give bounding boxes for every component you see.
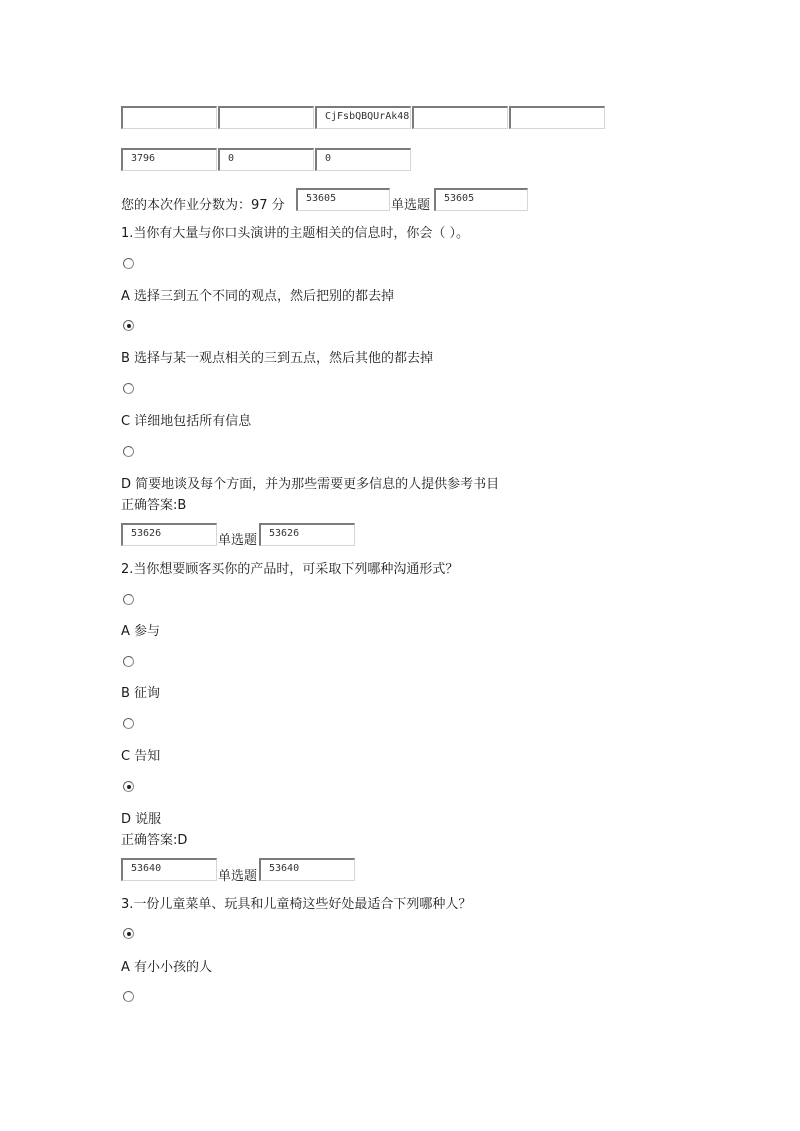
score-label: 您的本次作业分数为：97 分 [121, 198, 285, 213]
question-type-label: 单选题 [218, 533, 258, 548]
question-id-field[interactable]: 53626 [121, 523, 217, 546]
header2-field-3[interactable]: 0 [315, 148, 411, 171]
header2-field-2[interactable]: 0 [218, 148, 314, 171]
radio-option-b[interactable] [123, 656, 134, 667]
option-label: D 简要地谈及每个方面，并为那些需要更多信息的人提供参考书目 [121, 477, 500, 492]
option-label: D 说服 [121, 812, 162, 827]
option-label: A 选择三到五个不同的观点，然后把别的都去掉 [121, 289, 395, 304]
radio-option-a[interactable] [123, 928, 134, 939]
radio-option-a[interactable] [123, 258, 134, 269]
question-id-field[interactable]: 53640 [121, 858, 217, 881]
radio-option-b[interactable] [123, 991, 134, 1002]
option-label: C 告知 [121, 749, 161, 764]
option-label: C 详细地包括所有信息 [121, 414, 252, 429]
question-text: 2.当你想要顾客买你的产品时，可采取下列哪种沟通形式？ [121, 562, 459, 577]
option-label: B 征询 [121, 686, 161, 701]
radio-option-a[interactable] [123, 594, 134, 605]
header-field-1[interactable] [121, 106, 217, 129]
question-type-label: 单选题 [391, 198, 431, 213]
question-text: 1.当你有大量与你口头演讲的主题相关的信息时，你会（ ）。 [121, 226, 470, 241]
correct-answer: 正确答案:B [121, 498, 187, 513]
radio-option-c[interactable] [123, 383, 134, 394]
option-label: B 选择与某一观点相关的三到五点，然后其他的都去掉 [121, 351, 434, 366]
question-text: 3.一份儿童菜单、玩具和儿童椅这些好处最适合下列哪种人？ [121, 897, 472, 912]
question-id-field[interactable]: 53605 [296, 188, 390, 211]
radio-option-d[interactable] [123, 446, 134, 457]
question-id-field[interactable]: 53605 [434, 188, 528, 211]
question-type-label: 单选题 [218, 869, 258, 884]
option-label: A 参与 [121, 624, 161, 639]
radio-option-c[interactable] [123, 718, 134, 729]
radio-option-b[interactable] [123, 320, 134, 331]
question-id-field[interactable]: 53626 [259, 523, 355, 546]
header-field-5[interactable] [509, 106, 605, 129]
question-id-field[interactable]: 53640 [259, 858, 355, 881]
correct-answer: 正确答案:D [121, 833, 188, 848]
header-field-2[interactable] [218, 106, 314, 129]
header-field-3[interactable]: CjFsbQBQUrAk48 [315, 106, 411, 129]
option-label: A 有小小孩的人 [121, 960, 213, 975]
header-field-4[interactable] [412, 106, 508, 129]
radio-option-d[interactable] [123, 781, 134, 792]
header2-field-1[interactable]: 3796 [121, 148, 217, 171]
